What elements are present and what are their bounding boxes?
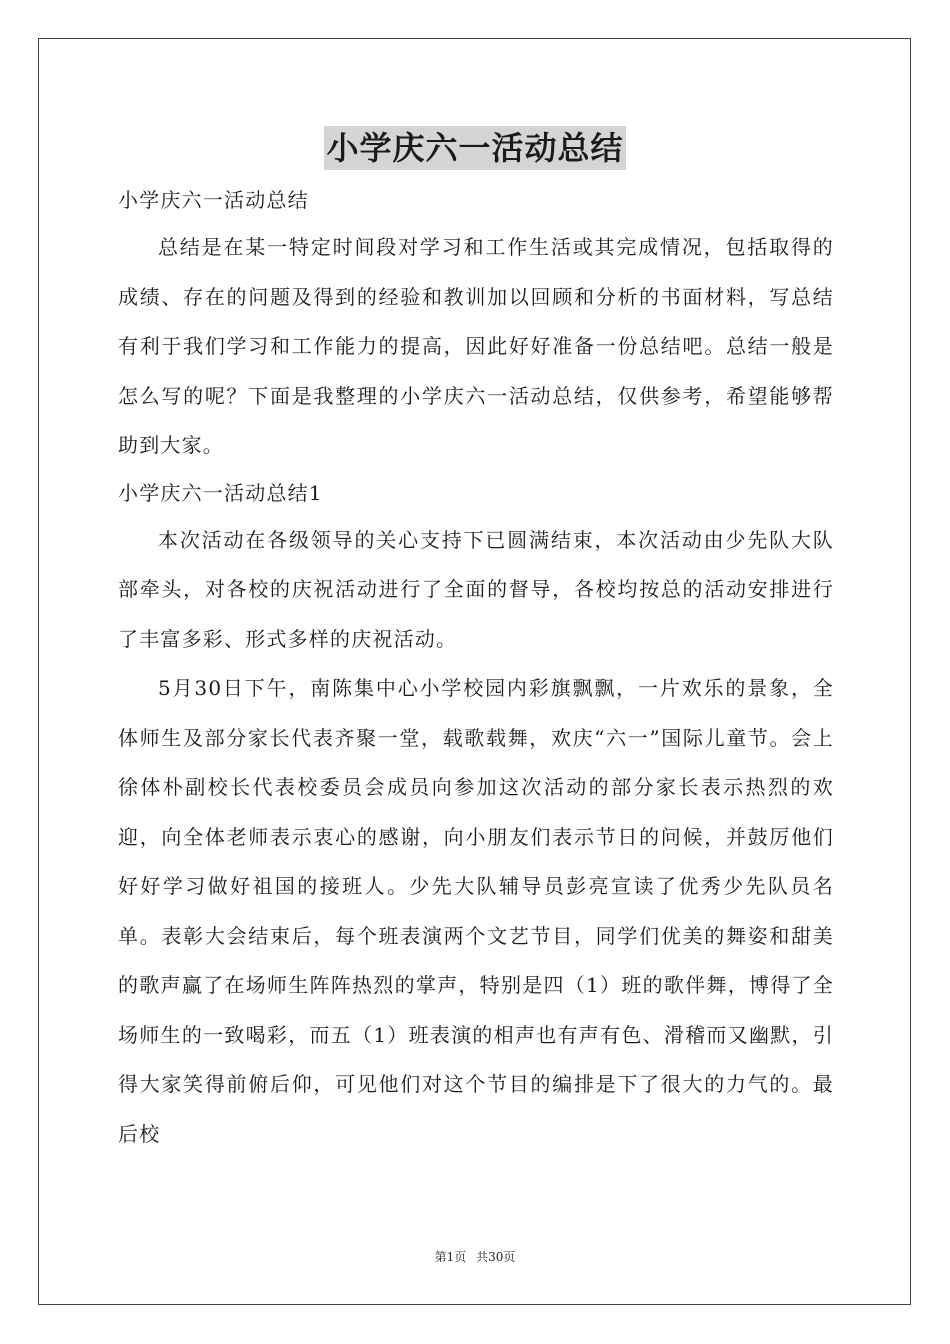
body-paragraph: 5月30日下午，南陈集中心小学校园内彩旗飘飘，一片欢乐的景象，全体师生及部分家长代表齐聚一堂，载歌载舞，欢庆“六一”国际儿童节。会上徐体朴副校长代表校委员会成员向参加这次活动的部分家长表示热烈的欢迎，向全体老师表示衷心的感谢，向小朋友们表示节日的问候，并鼓厉他们好好学习做好祖国的接班人。少先大队辅导员彭亮宣读了优秀少先队员名单。表彰大会结束后，每个班表演两个文艺节目，同学们优美的舞姿和甜美的歌声赢了在场师生阵阵热烈的掌声，特别是四（1）班的歌伴舞，博得了全场师生的一致喝彩，而五（1）班表演的相声也有声有色、滑稽而又幽默，引得大家笑得前俯后仰，可见他们对这个节目的编排是下了很大的力气的。最后校 xyxy=(118,676,834,1146)
section-heading: 小学庆六一活动总结 xyxy=(118,188,309,212)
body-paragraph: 总结是在某一特定时间段对学习和工作生活或其完成情况，包括取得的成绩、存在的问题及得到的经验和教训加以回顾和分析的书面材料，写总结有利于我们学习和工作能力的提高，因此好好准备一份总结吧。总结一般是怎么写的呢？下面是我整理的小学庆六一活动总结，仅供参考，希望能够帮助到大家。 xyxy=(118,235,834,457)
document-body xyxy=(118,178,834,1159)
page-footer xyxy=(0,1248,950,1265)
body-paragraph: 本次活动在各级领导的关心支持下已圆满结束，本次活动由少先队大队部牵头，对各校的庆祝活动进行了全面的督导，各校均按总的活动安排进行了丰富多彩、形式多样的庆祝活动。 xyxy=(118,527,834,651)
title-container xyxy=(0,126,950,170)
page-number: 第1页 xyxy=(434,1250,467,1264)
document-title: 小学庆六一活动总结 xyxy=(324,126,625,170)
page-total: 共30页 xyxy=(476,1250,516,1264)
section-heading: 小学庆六一活动总结1 xyxy=(118,480,323,505)
